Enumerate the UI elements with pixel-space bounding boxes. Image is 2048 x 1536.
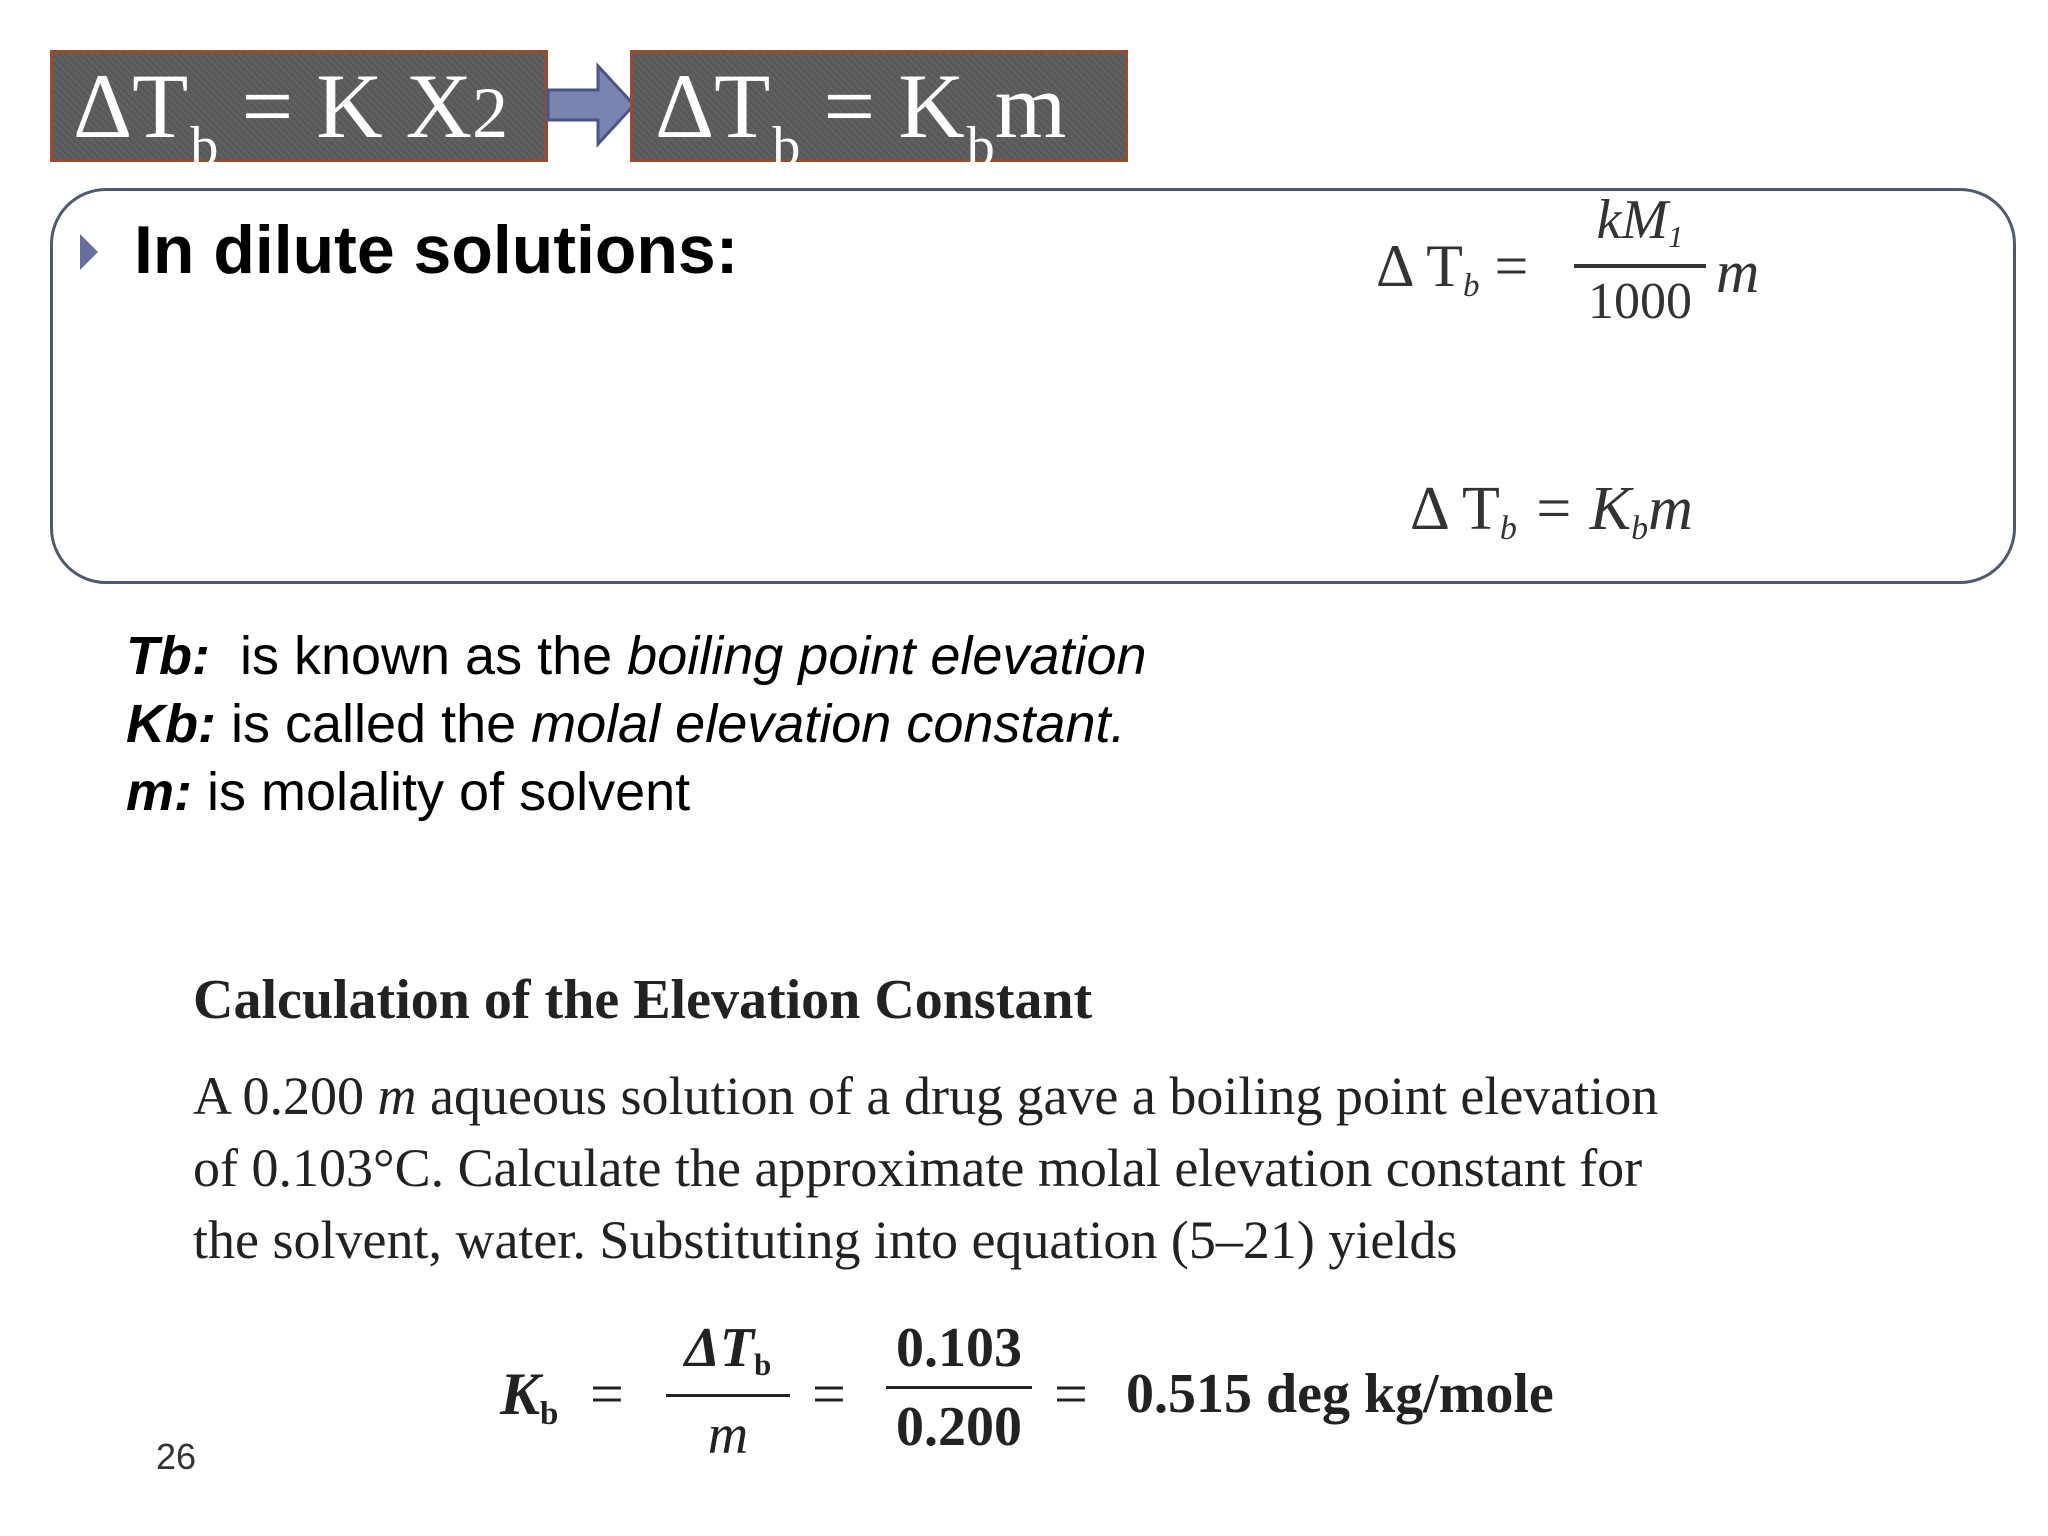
formula-kb-fraction	[1376, 232, 1529, 304]
fraction-denominator: 1000	[1588, 273, 1692, 330]
equation-rest: = K X	[218, 55, 473, 157]
formula-kb-m	[1410, 474, 1693, 548]
delta-t-text: ΔT	[73, 55, 189, 157]
formula-tail-m: m	[1716, 239, 1760, 305]
right-arrow-icon	[546, 62, 638, 148]
formula-lhs-sub: b	[1499, 510, 1517, 548]
calc-k-sub: b	[540, 1395, 559, 1432]
calc-result: 0.515 deg kg/mole	[1126, 1363, 1554, 1425]
formula-lhs-sub: b	[1462, 267, 1480, 304]
calc-equals-3: =	[1054, 1361, 1088, 1427]
equation-rest: = K	[800, 55, 965, 157]
formula-m: m	[1648, 475, 1693, 543]
definition-text: is known as the	[209, 626, 628, 686]
definition-tb	[126, 622, 1147, 690]
definition-text: is called the	[215, 694, 532, 754]
line-text: aqueous solution of a drug gave a boiling point elevation	[416, 1066, 1659, 1126]
subscript-b: b	[772, 116, 801, 178]
formula-fraction	[1574, 190, 1706, 330]
example-line	[193, 1132, 1913, 1204]
formula-equals: =	[1494, 233, 1529, 299]
delta-t-text: ΔT	[655, 55, 771, 157]
equation-box-general	[50, 50, 548, 178]
line-text: A 0.200	[193, 1066, 378, 1126]
formula-k: = K	[1532, 475, 1632, 543]
formula-lhs: Δ T	[1410, 475, 1500, 543]
formula-lhs: Δ T	[1376, 233, 1463, 299]
subscript-2: 2	[472, 73, 509, 153]
subscript-b: b	[190, 116, 219, 178]
calc-fraction-1	[666, 1318, 790, 1465]
term-kb: Kb:	[126, 694, 216, 754]
fraction-bar	[886, 1386, 1032, 1389]
fraction-bar	[1574, 264, 1706, 268]
example-paragraph	[193, 1060, 1913, 1276]
definition-italic: boiling point elevation	[627, 626, 1147, 686]
definition-kb	[126, 690, 1147, 758]
bullet-text: In dilute solutions:	[134, 212, 739, 288]
fraction-numerator: kM	[1596, 189, 1669, 251]
definition-m	[126, 758, 1147, 826]
triangle-bullet-icon	[78, 232, 100, 272]
line-text: of 0.103°C. Calculate the approximate molal elevation constant for	[193, 1138, 1643, 1198]
calc-frac2-den: 0.200	[896, 1396, 1022, 1458]
definition-italic: molal elevation constant.	[531, 694, 1126, 754]
formula-k-sub: b	[1631, 510, 1649, 548]
example-line	[193, 1204, 1913, 1276]
term-tb: Tb:	[126, 626, 210, 686]
example-heading: Calculation of the Elevation Constant	[193, 969, 1093, 1031]
definition-text: is molality of solvent	[192, 762, 691, 822]
subscript-b: b	[966, 116, 995, 178]
term-m: m:	[126, 762, 192, 822]
calc-frac2-num: 0.103	[896, 1317, 1022, 1379]
line-italic: m	[377, 1066, 417, 1126]
equation-m: m	[994, 55, 1067, 157]
slide-number: 26	[156, 1436, 197, 1477]
calc-k: K	[500, 1361, 541, 1427]
line-text: the solvent, water. Substituting into equation (5–21) yields	[193, 1210, 1458, 1270]
numerator-sub: 1	[1668, 220, 1684, 255]
equation-box-dilute	[630, 50, 1128, 178]
calc-frac1-num-sub: b	[754, 1348, 772, 1383]
calc-fraction-2	[886, 1318, 1032, 1457]
calc-equals-1: =	[590, 1361, 624, 1427]
example-line	[193, 1060, 1913, 1132]
fraction-bar	[666, 1394, 790, 1397]
calc-frac1-den: m	[707, 1404, 749, 1466]
definitions-list	[126, 622, 1147, 826]
calc-frac1-num: ΔT	[684, 1317, 755, 1379]
calc-equals-2: =	[812, 1361, 846, 1427]
